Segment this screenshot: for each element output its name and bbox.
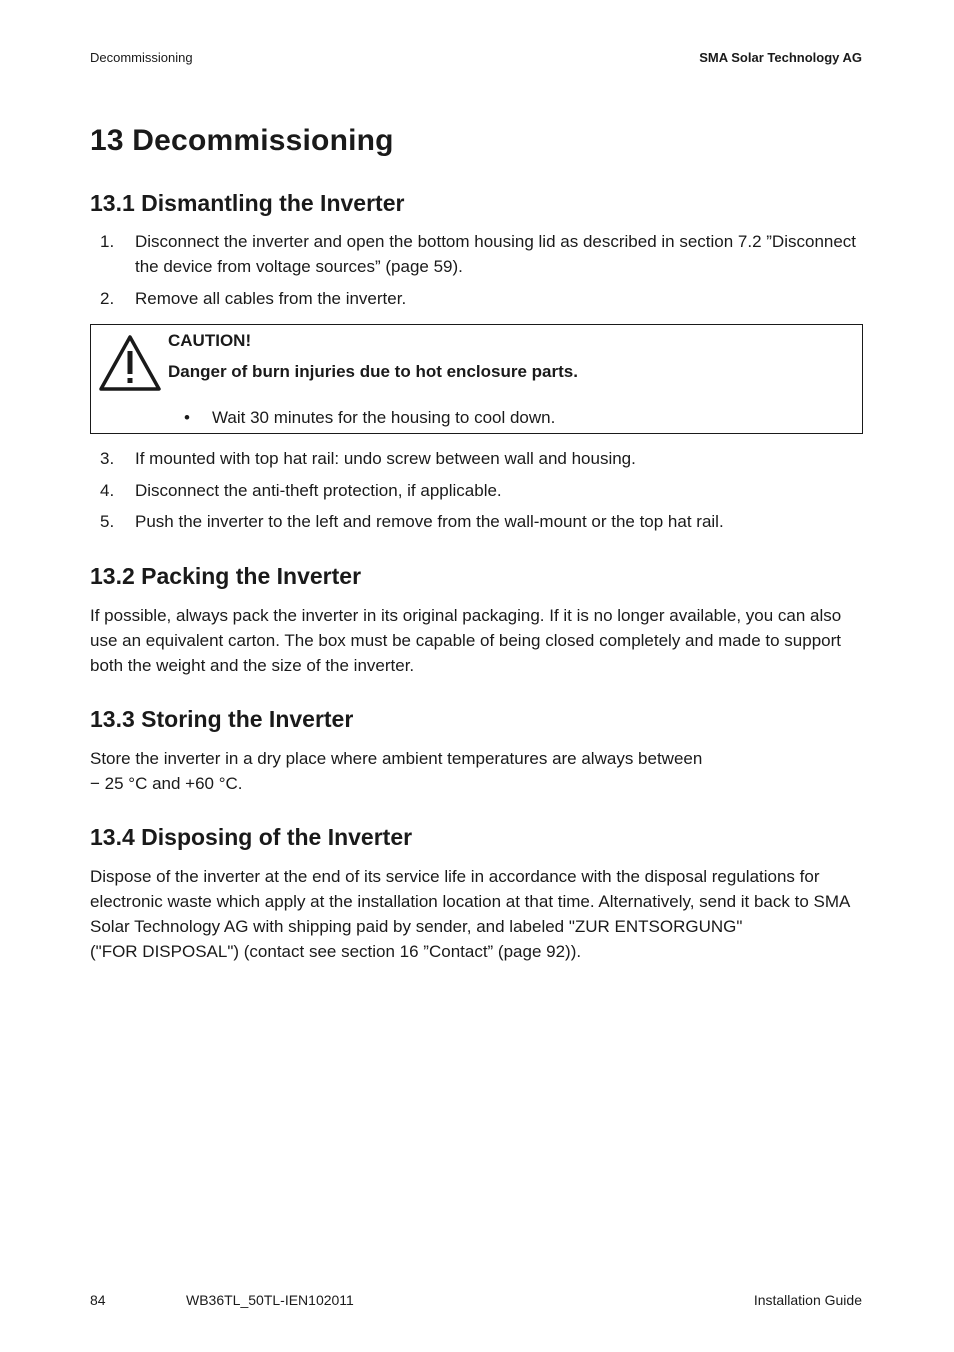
chapter-title: 13 Decommissioning bbox=[90, 124, 394, 157]
page-header bbox=[90, 50, 862, 68]
storing-line-1: Store the inverter in a dry place where ambient temperatures are always between bbox=[90, 749, 703, 768]
step-text: Disconnect the anti-theft protection, if applicable. bbox=[135, 481, 502, 500]
section-title-disposing: 13.4 Disposing of the Inverter bbox=[90, 824, 413, 850]
header-company-name: SMA Solar Technology AG bbox=[699, 50, 862, 65]
caution-bullet-text: Wait 30 minutes for the housing to cool down. bbox=[212, 408, 556, 427]
caution-label: CAUTION! bbox=[168, 331, 252, 350]
step-text: Disconnect the inverter and open the bottom housing lid as described in section 7.2 ”Disconnect the device from voltage sources” (page 59). bbox=[135, 232, 857, 276]
disposing-paragraph: Dispose of the inverter at the end of its service life in accordance with the disposal regulations for electronic waste which apply at the installation location at that time. Alternatively, send it back to SMA Solar Technology AG with shipping paid by sender, and labeled "ZUR ENTSORGUNG" bbox=[90, 867, 850, 936]
storing-line-2: − 25 °C and +60 °C. bbox=[90, 774, 243, 793]
guide-name: Installation Guide bbox=[753, 1292, 862, 1308]
packing-paragraph: If possible, always pack the inverter in its original packaging. If it is no longer available, you can also use an equivalent carton. The box must be capable of being closed completely and made to support both the weight and the size of the inverter. bbox=[90, 606, 842, 675]
page-number: 84 bbox=[90, 1292, 106, 1308]
step-number: 1. bbox=[100, 232, 115, 251]
step-number: 3. bbox=[100, 449, 115, 468]
warning-triangle-icon bbox=[97, 333, 163, 393]
page-footer bbox=[90, 1292, 862, 1310]
header-section-name: Decommissioning bbox=[90, 50, 193, 65]
step-text: If mounted with top hat rail: undo screw between wall and housing. bbox=[135, 449, 636, 468]
step-number: 5. bbox=[100, 512, 115, 531]
disposing-paragraph-end: ("FOR DISPOSAL") (contact see section 16 ”Contact” (page 92)). bbox=[90, 942, 582, 961]
caution-heading: Danger of burn injuries due to hot enclosure parts. bbox=[168, 362, 578, 381]
step-text: Push the inverter to the left and remove from the wall-mount or the top hat rail. bbox=[135, 512, 724, 531]
step-text: Remove all cables from the inverter. bbox=[135, 289, 407, 308]
section-title-packing: 13.2 Packing the Inverter bbox=[90, 563, 362, 589]
caution-box bbox=[90, 324, 863, 434]
step-number: 4. bbox=[100, 481, 115, 500]
section-title-storing: 13.3 Storing the Inverter bbox=[90, 706, 354, 732]
document-code: WB36TL_50TL-IEN102011 bbox=[186, 1292, 354, 1308]
step-number: 2. bbox=[100, 289, 115, 308]
section-title-dismantling: 13.1 Dismantling the Inverter bbox=[90, 190, 405, 216]
bullet-mark: • bbox=[184, 408, 190, 427]
